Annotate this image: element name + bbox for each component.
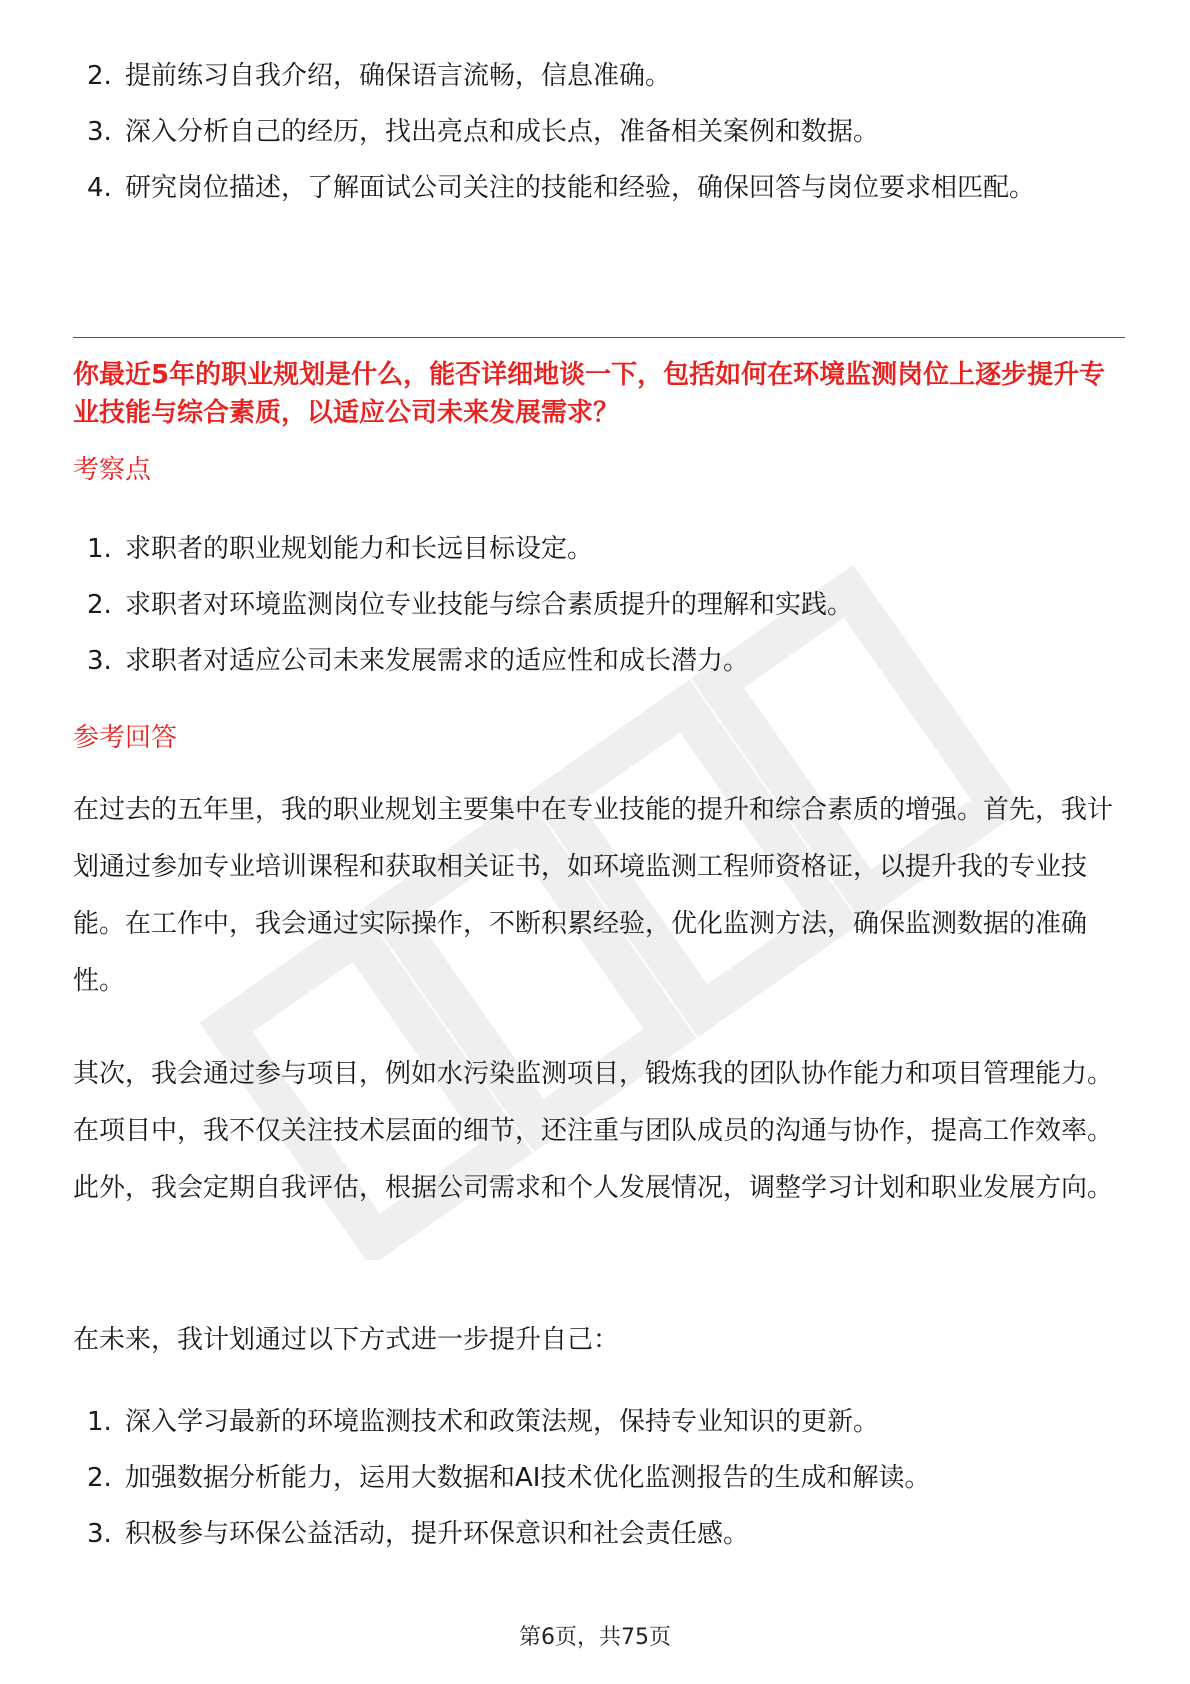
list-number: 3. bbox=[87, 1519, 112, 1549]
interview-question: 你最近5年的职业规划是什么，能否详细地谈一下，包括如何在环境监测岗位上逐步提升专业技能与综合素质，以适应公司未来发展需求？ bbox=[73, 360, 1106, 428]
list-text: 提前练习自我介绍，确保语言流畅，信息准确。 bbox=[125, 61, 672, 91]
list-number: 4. bbox=[87, 173, 112, 203]
list-number: 3. bbox=[87, 646, 112, 676]
answer-paragraph: 在未来，我计划通过以下方式进一步提升自己： bbox=[73, 1325, 620, 1355]
answer-heading: 参考回答 bbox=[73, 723, 178, 753]
page-number: 第6页，共75页 bbox=[519, 1625, 671, 1650]
list-number: 2. bbox=[87, 1463, 112, 1493]
list-text: 积极参与环保公益活动，提升环保意识和社会责任感。 bbox=[125, 1519, 750, 1549]
list-item bbox=[73, 1506, 1123, 1562]
answer-paragraph: 在过去的五年里，我的职业规划主要集中在专业技能的提升和综合素质的增强。首先，我计划通过参加专业培训课程和获取相关证书，如环境监测工程师资格证，以提升我的专业技能。在工作中，我会通过实际操作，不断积累经验，优化监测方法，确保监测数据的准确性。 bbox=[73, 795, 1114, 996]
list-text: 求职者对适应公司未来发展需求的适应性和成长潜力。 bbox=[125, 646, 750, 676]
list-text: 求职者的职业规划能力和长远目标设定。 bbox=[125, 534, 594, 564]
list-text: 深入分析自己的经历，找出亮点和成长点，准备相关案例和数据。 bbox=[125, 117, 880, 147]
list-number: 2. bbox=[87, 590, 112, 620]
prep-list bbox=[73, 48, 1123, 216]
list-number: 3. bbox=[87, 117, 112, 147]
focus-heading: 考察点 bbox=[73, 455, 152, 485]
list-number: 1. bbox=[87, 534, 112, 564]
section-divider bbox=[73, 337, 1125, 338]
list-item bbox=[73, 1394, 1123, 1450]
list-item bbox=[73, 521, 1123, 577]
list-item bbox=[73, 1450, 1123, 1506]
list-item bbox=[73, 104, 1123, 160]
list-number: 2. bbox=[87, 61, 112, 91]
list-item bbox=[73, 577, 1123, 633]
list-number: 1. bbox=[87, 1407, 112, 1437]
list-item bbox=[73, 633, 1123, 689]
answer-paragraph: 其次，我会通过参与项目，例如水污染监测项目，锻炼我的团队协作能力和项目管理能力。在项目中，我不仅关注技术层面的细节，还注重与团队成员的沟通与协作，提高工作效率。此外，我会定期自我评估，根据公司需求和个人发展情况，调整学习计划和职业发展方向。 bbox=[73, 1059, 1114, 1203]
list-item bbox=[73, 160, 1055, 216]
future-list bbox=[73, 1394, 1123, 1562]
list-text: 求职者对环境监测岗位专业技能与综合素质提升的理解和实践。 bbox=[125, 590, 854, 620]
list-text: 深入学习最新的环境监测技术和政策法规，保持专业知识的更新。 bbox=[125, 1407, 880, 1437]
list-text: 研究岗位描述，了解面试公司关注的技能和经验，确保回答与岗位要求相匹配。 bbox=[125, 173, 1036, 203]
list-item bbox=[73, 48, 1123, 104]
list-text: 加强数据分析能力，运用大数据和AI技术优化监测报告的生成和解读。 bbox=[125, 1463, 931, 1493]
focus-list bbox=[73, 521, 1123, 689]
